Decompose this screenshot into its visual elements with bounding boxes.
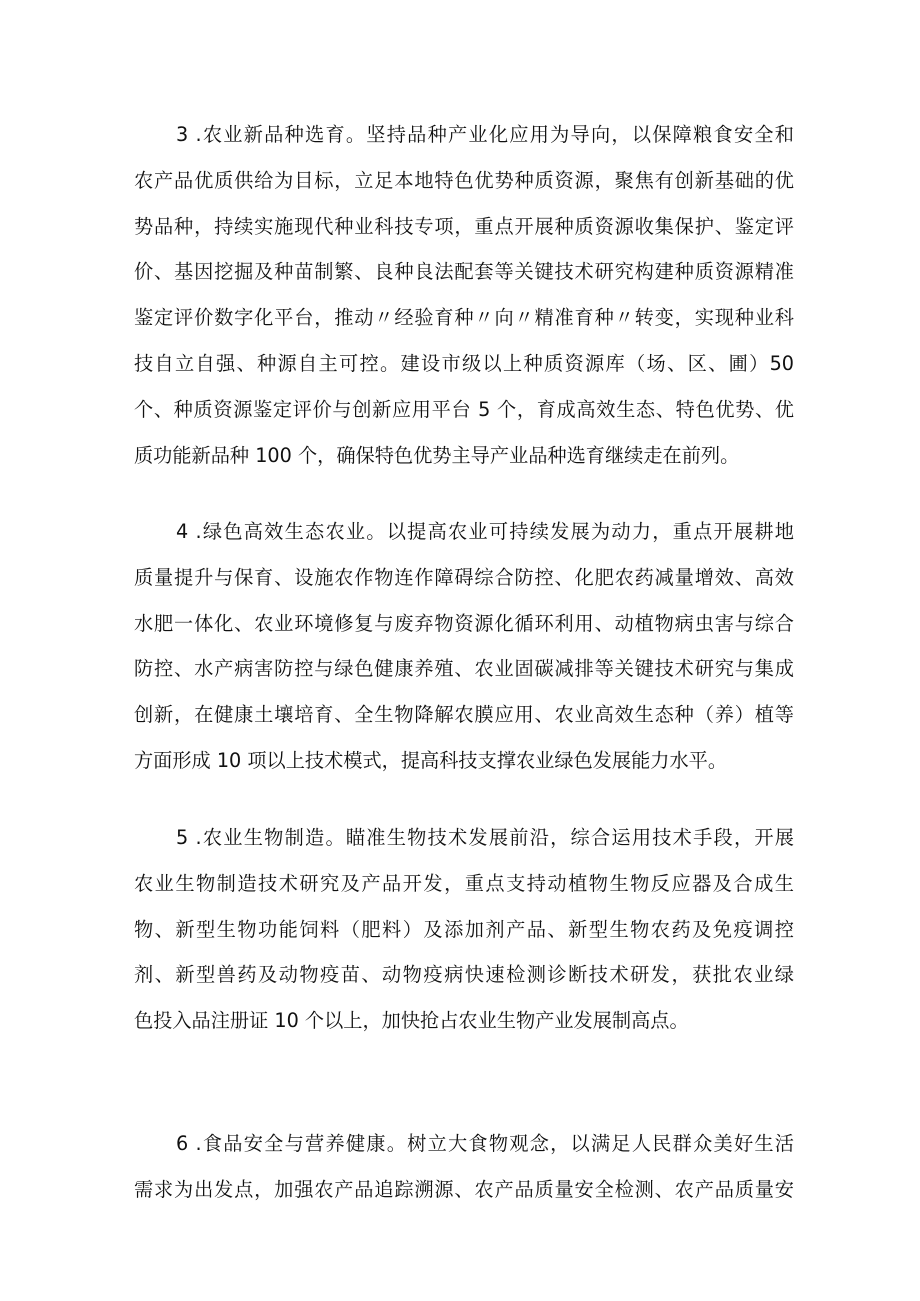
text-line: 鉴定评价数字化平台，推动〃经验育种〃向〃精准育种〃转变，实现种业科 — [134, 306, 794, 330]
text-line: 色投入品注册证 10 个以上，加快抢占农业生物产业发展制高点。 — [134, 1009, 689, 1033]
text-line: 农产品优质供给为目标，立足本地特色优势种质资源，聚焦有创新基础的优 — [134, 168, 794, 192]
text-line: 个、种质资源鉴定评价与创新应用平台 5 个，育成高效生态、特色优势、优 — [134, 397, 794, 421]
text-line: 质功能新品种 100 个，确保特色优势主导产业品种选育继续走在前列。 — [134, 443, 740, 467]
text-line: 势品种，持续实施现代种业科技专项，重点开展种质资源收集保护、鉴定评 — [134, 214, 794, 238]
text-line: 需求为出发点，加强农产品追踪溯源、农产品质量安全检测、农产品质量安 — [134, 1177, 794, 1201]
text-line: 4 .绿色高效生态农业。以提高农业可持续发展为动力，重点开展耕地 — [176, 520, 794, 543]
text-line: 物、新型生物功能饲料（肥料）及添加剂产品、新型生物农药及免疫调控 — [134, 917, 794, 941]
paragraph-seed-breeding — [134, 112, 794, 478]
text-line: 价、基因挖掘及种苗制繁、良种良法配套等关键技术研究构建种质资源精准 — [134, 260, 794, 284]
text-line: 5 .农业生物制造。瞄准生物技术发展前沿，综合运用技术手段，开展 — [176, 826, 794, 849]
text-line: 3 .农业新品种选育。坚持品种产业化应用为导向，以保障粮食安全和 — [176, 123, 794, 146]
text-line: 创新，在健康土壤培育、全生物降解农膜应用、农业高效生态种（养）植等 — [134, 703, 794, 727]
text-line: 农业生物制造技术研究及产品开发，重点支持动植物生物反应器及合成生 — [134, 871, 794, 895]
paragraph-green-agriculture — [134, 509, 794, 784]
text-line: 方面形成 10 项以上技术模式，提高科技支撑农业绿色发展能力水平。 — [134, 748, 728, 772]
text-line: 水肥一体化、农业环境修复与废弃物资源化循环利用、动植物病虫害与综合 — [134, 611, 794, 635]
text-line: 质量提升与保育、设施农作物连作障碍综合防控、化肥农药减量增效、高效 — [134, 565, 794, 589]
paragraph-food-safety — [134, 1121, 794, 1213]
paragraph-bio-manufacturing — [134, 815, 794, 1044]
text-line: 剂、新型兽药及动物疫苗、动物疫病快速检测诊断技术研发，获批农业绿 — [134, 963, 794, 987]
text-line: 6 .食品安全与营养健康。树立大食物观念，以满足人民群众美好生活 — [176, 1132, 794, 1155]
text-line: 防控、水产病害防控与绿色健康养殖、农业固碳减排等关键技术研究与集成 — [134, 657, 794, 681]
text-line: 技自立自强、种源自主可控。建设市级以上种质资源库（场、区、圃）50 — [134, 351, 794, 375]
